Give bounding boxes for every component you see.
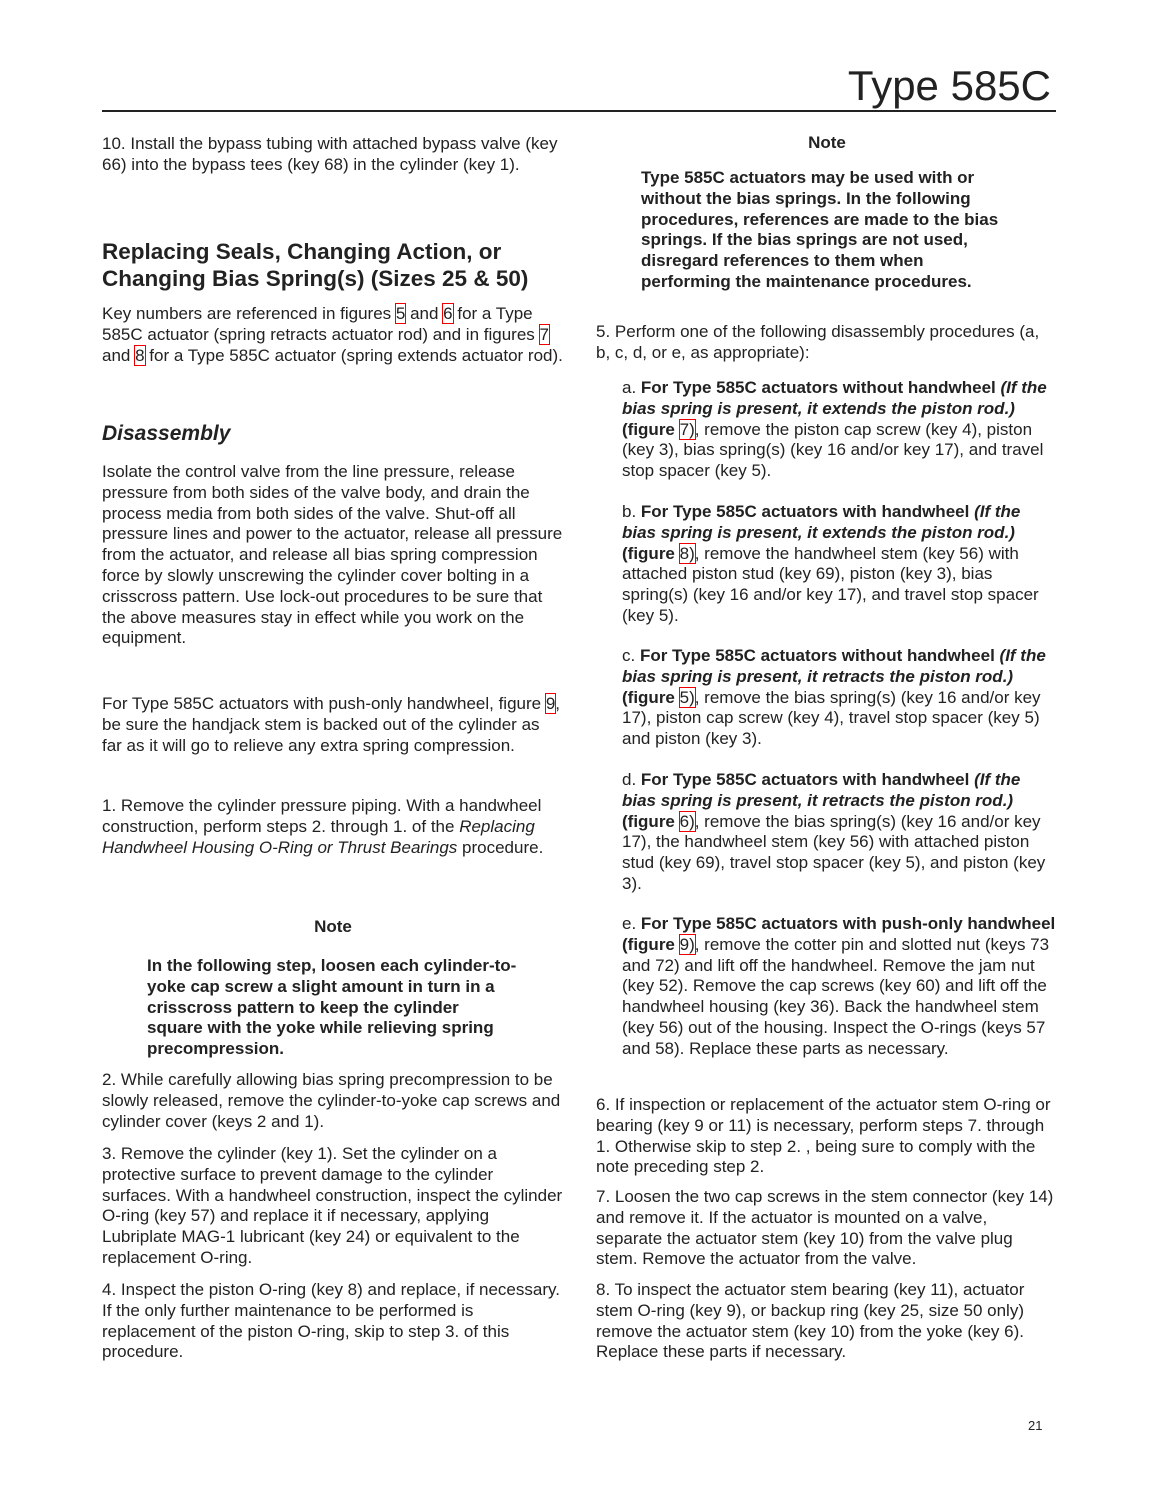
text-span: (If the bias spring is present, it retracts the piston rod.) xyxy=(622,770,1021,810)
paragraph xyxy=(102,1280,564,1363)
text-span: (figure xyxy=(622,543,680,563)
paragraph xyxy=(102,304,564,366)
text-span: 7. Loosen the two cap screws in the stem connector (key 14) and remove it. If the actuator is mounted on a valve, separate the actuator stem (key 10) from the valve plug stem. Remove the actuator from the valve. xyxy=(596,1187,1054,1269)
note-heading xyxy=(102,917,564,938)
figure-link[interactable]: 7 xyxy=(539,324,549,344)
paragraph xyxy=(622,378,1058,482)
text-span: For Type 585C actuators with push-only handwheel (figure xyxy=(622,914,1056,954)
text-span: (If the bias spring is present, it retracts the piston rod.) xyxy=(622,646,1046,686)
text-span: Replacing Handwheel Housing O-Ring or Thrust Bearings xyxy=(102,816,535,857)
text-span: (figure xyxy=(622,811,680,831)
text-span: , remove the bias spring(s) (key 16 and/or key 17), the handwheel stem (key 56) with attached piston stud (key 69), travel stop spacer (key 5), and piston (key 3). xyxy=(622,811,1046,893)
section-heading xyxy=(102,424,564,445)
paragraph xyxy=(622,646,1058,750)
text-span: for a Type 585C actuator (spring extends actuator rod). xyxy=(144,345,563,365)
text-span: , remove the cotter pin and slotted nut (keys 73 and 72) and lift off the handwheel. Remove the jam nut (key 52). Remove the cap screws (key 60) and lift off the handwheel housing (key 36). Back the handwheel stem (key 56) out of the housing. Inspect the O-rings (keys 57 and 58). Replace these parts as necessary. xyxy=(622,934,1050,1058)
figure-link[interactable]: 5) xyxy=(679,687,695,707)
figure-link[interactable]: 8) xyxy=(679,543,695,563)
text-span: , remove the handwheel stem (key 56) with attached piston stud (key 69), piston (key 3), bias spring(s) (key 16 and/or key 17), and travel stop spacer (key 5). xyxy=(622,543,1039,625)
figure-link[interactable]: 9) xyxy=(679,934,695,954)
paragraph xyxy=(596,1187,1058,1270)
note-heading xyxy=(596,133,1058,154)
text-span: For Type 585C actuators without handwheel xyxy=(639,646,1000,665)
text-span: 3. Remove the cylinder (key 1). Set the cylinder on a protective surface to prevent damage to the cylinder surfaces. With a handwheel construction, inspect the cylinder O-ring (key 57) and replace it if necessary, applying Lubriplate MAG-1 lubricant (key 24) or equivalent to the replacement O-ring. xyxy=(102,1144,563,1267)
paragraph xyxy=(596,322,1058,364)
header-rule xyxy=(102,110,1056,112)
text-span: d. xyxy=(622,770,641,789)
text-span: 2. While carefully allowing bias spring precompression to be slowly released, remove the cylinder-to-yoke cap screws and cylinder cover (keys 2 and 1). xyxy=(102,1070,561,1131)
text-span: 1. Remove the cylinder pressure piping. With a handwheel construction, perform steps 2. through 1. of the xyxy=(102,796,542,836)
text-span: 6. If inspection or replacement of the actuator stem O-ring or bearing (key 9 or 11) is necessary, perform steps 7. through 1. Otherwise skip to step 2. , being sure to comply with the note preceding step 2. xyxy=(596,1095,1051,1177)
paragraph xyxy=(622,502,1058,627)
text-span: Type 585C actuators may be used with or without the bias springs. In the following procedures, references are made to the bias springs. If the bias springs are not used, disregard references to them when performing the maintenance procedures. xyxy=(641,168,999,291)
figure-link[interactable]: 8 xyxy=(135,345,145,365)
text-span: c. xyxy=(622,646,640,665)
text-span: Note xyxy=(808,133,846,152)
text-span: Disassembly xyxy=(102,422,231,445)
text-span: 4. Inspect the piston O-ring (key 8) and replace, if necessary. If the only further maintenance to be performed is replacement of the piston O-ring, skip to step 3. of this procedure. xyxy=(102,1280,560,1362)
page-title: Type 585C xyxy=(847,62,1051,109)
paragraph xyxy=(622,770,1058,895)
text-span: Key numbers are referenced in figures xyxy=(102,304,396,323)
section-heading xyxy=(102,238,564,292)
text-span: (If the bias spring is present, it extends the piston rod.) xyxy=(622,378,1047,418)
text-span: 8. To inspect the actuator stem bearing (key 11), actuator stem O-ring (key 9), or backup ring (key 25, size 50 only) remove the actuator stem (key 10) from the yoke (key 6). Replace these parts if necessary. xyxy=(596,1280,1025,1362)
text-span: For Type 585C actuators with push-only handwheel, figure xyxy=(102,694,546,713)
text-span: procedure. xyxy=(457,837,544,857)
text-span: for a Type 585C actuator (spring retracts actuator rod) and in figures xyxy=(102,304,540,344)
text-span: b. xyxy=(622,502,641,521)
text-span: a. xyxy=(622,378,641,397)
figure-link[interactable]: 7) xyxy=(679,419,695,439)
paragraph xyxy=(147,956,519,1060)
figure-link[interactable]: 6) xyxy=(679,811,695,831)
page-number: 21 xyxy=(1028,1418,1043,1433)
text-span: and xyxy=(102,345,136,365)
text-span: and xyxy=(405,304,444,323)
text-span: For Type 585C actuators with handwheel xyxy=(640,770,975,789)
text-span: For Type 585C actuators with handwheel xyxy=(640,502,975,521)
paragraph xyxy=(596,1095,1058,1178)
text-span: Note xyxy=(314,917,352,936)
paragraph xyxy=(102,694,564,756)
text-span: For Type 585C actuators without handwheel xyxy=(640,378,1001,397)
text-span: (figure xyxy=(622,419,680,439)
figure-link[interactable]: 5 xyxy=(395,304,406,323)
text-span: , remove the bias spring(s) (key 16 and/or key 17), piston cap screw (key 4), travel stop spacer (key 5) and piston (key 3). xyxy=(622,687,1041,749)
paragraph xyxy=(641,168,1013,293)
text-span: , remove the piston cap screw (key 4), piston (key 3), bias spring(s) (key 16 and/or key 17), and travel stop spacer (key 5). xyxy=(622,419,1044,481)
text-span: Replacing Seals, Changing Action, or Changing Bias Spring(s) (Sizes 25 & 50) xyxy=(102,239,529,291)
text-span: 10. Install the bypass tubing with attached bypass valve (key 66) into the bypass tees (key 68) in the cylinder (key 1). xyxy=(102,134,558,174)
paragraph xyxy=(102,1070,564,1132)
text-span: Isolate the control valve from the line pressure, release pressure from both sides of the valve body, and drain the process media from both sides of the valve. Shut-off all pressure lines and power to the actuator, release all pressure from the actuator, and release all bias spring compression force by slowly unscrewing the cylinder cover bolting in a crisscross pattern. Use lock-out procedures to be sure that the above measures stay in effect while you work on the equipment. xyxy=(102,462,563,648)
text-span: (figure xyxy=(622,687,680,707)
figure-link[interactable]: 9 xyxy=(545,694,556,713)
paragraph xyxy=(596,1280,1058,1363)
paragraph xyxy=(102,134,564,176)
text-span: 5. Perform one of the following disassembly procedures (a, b, c, d, or e, as appropriate): xyxy=(596,322,1040,362)
text-span: (If the bias spring is present, it extends the piston rod.) xyxy=(622,502,1021,542)
figure-link[interactable]: 6 xyxy=(443,304,453,323)
paragraph xyxy=(102,796,564,858)
paragraph xyxy=(102,462,564,649)
paragraph xyxy=(102,1144,564,1269)
text-span: e. xyxy=(622,914,641,933)
paragraph xyxy=(622,914,1058,1060)
text-span: , be sure the handjack stem is backed out of the cylinder as far as it will go to relieve any extra spring compression. xyxy=(102,694,561,755)
text-span: In the following step, loosen each cylinder-to-yoke cap screw a slight amount in turn in a crisscross pattern to keep the cylinder square with the yoke while relieving spring precompression. xyxy=(147,956,517,1059)
